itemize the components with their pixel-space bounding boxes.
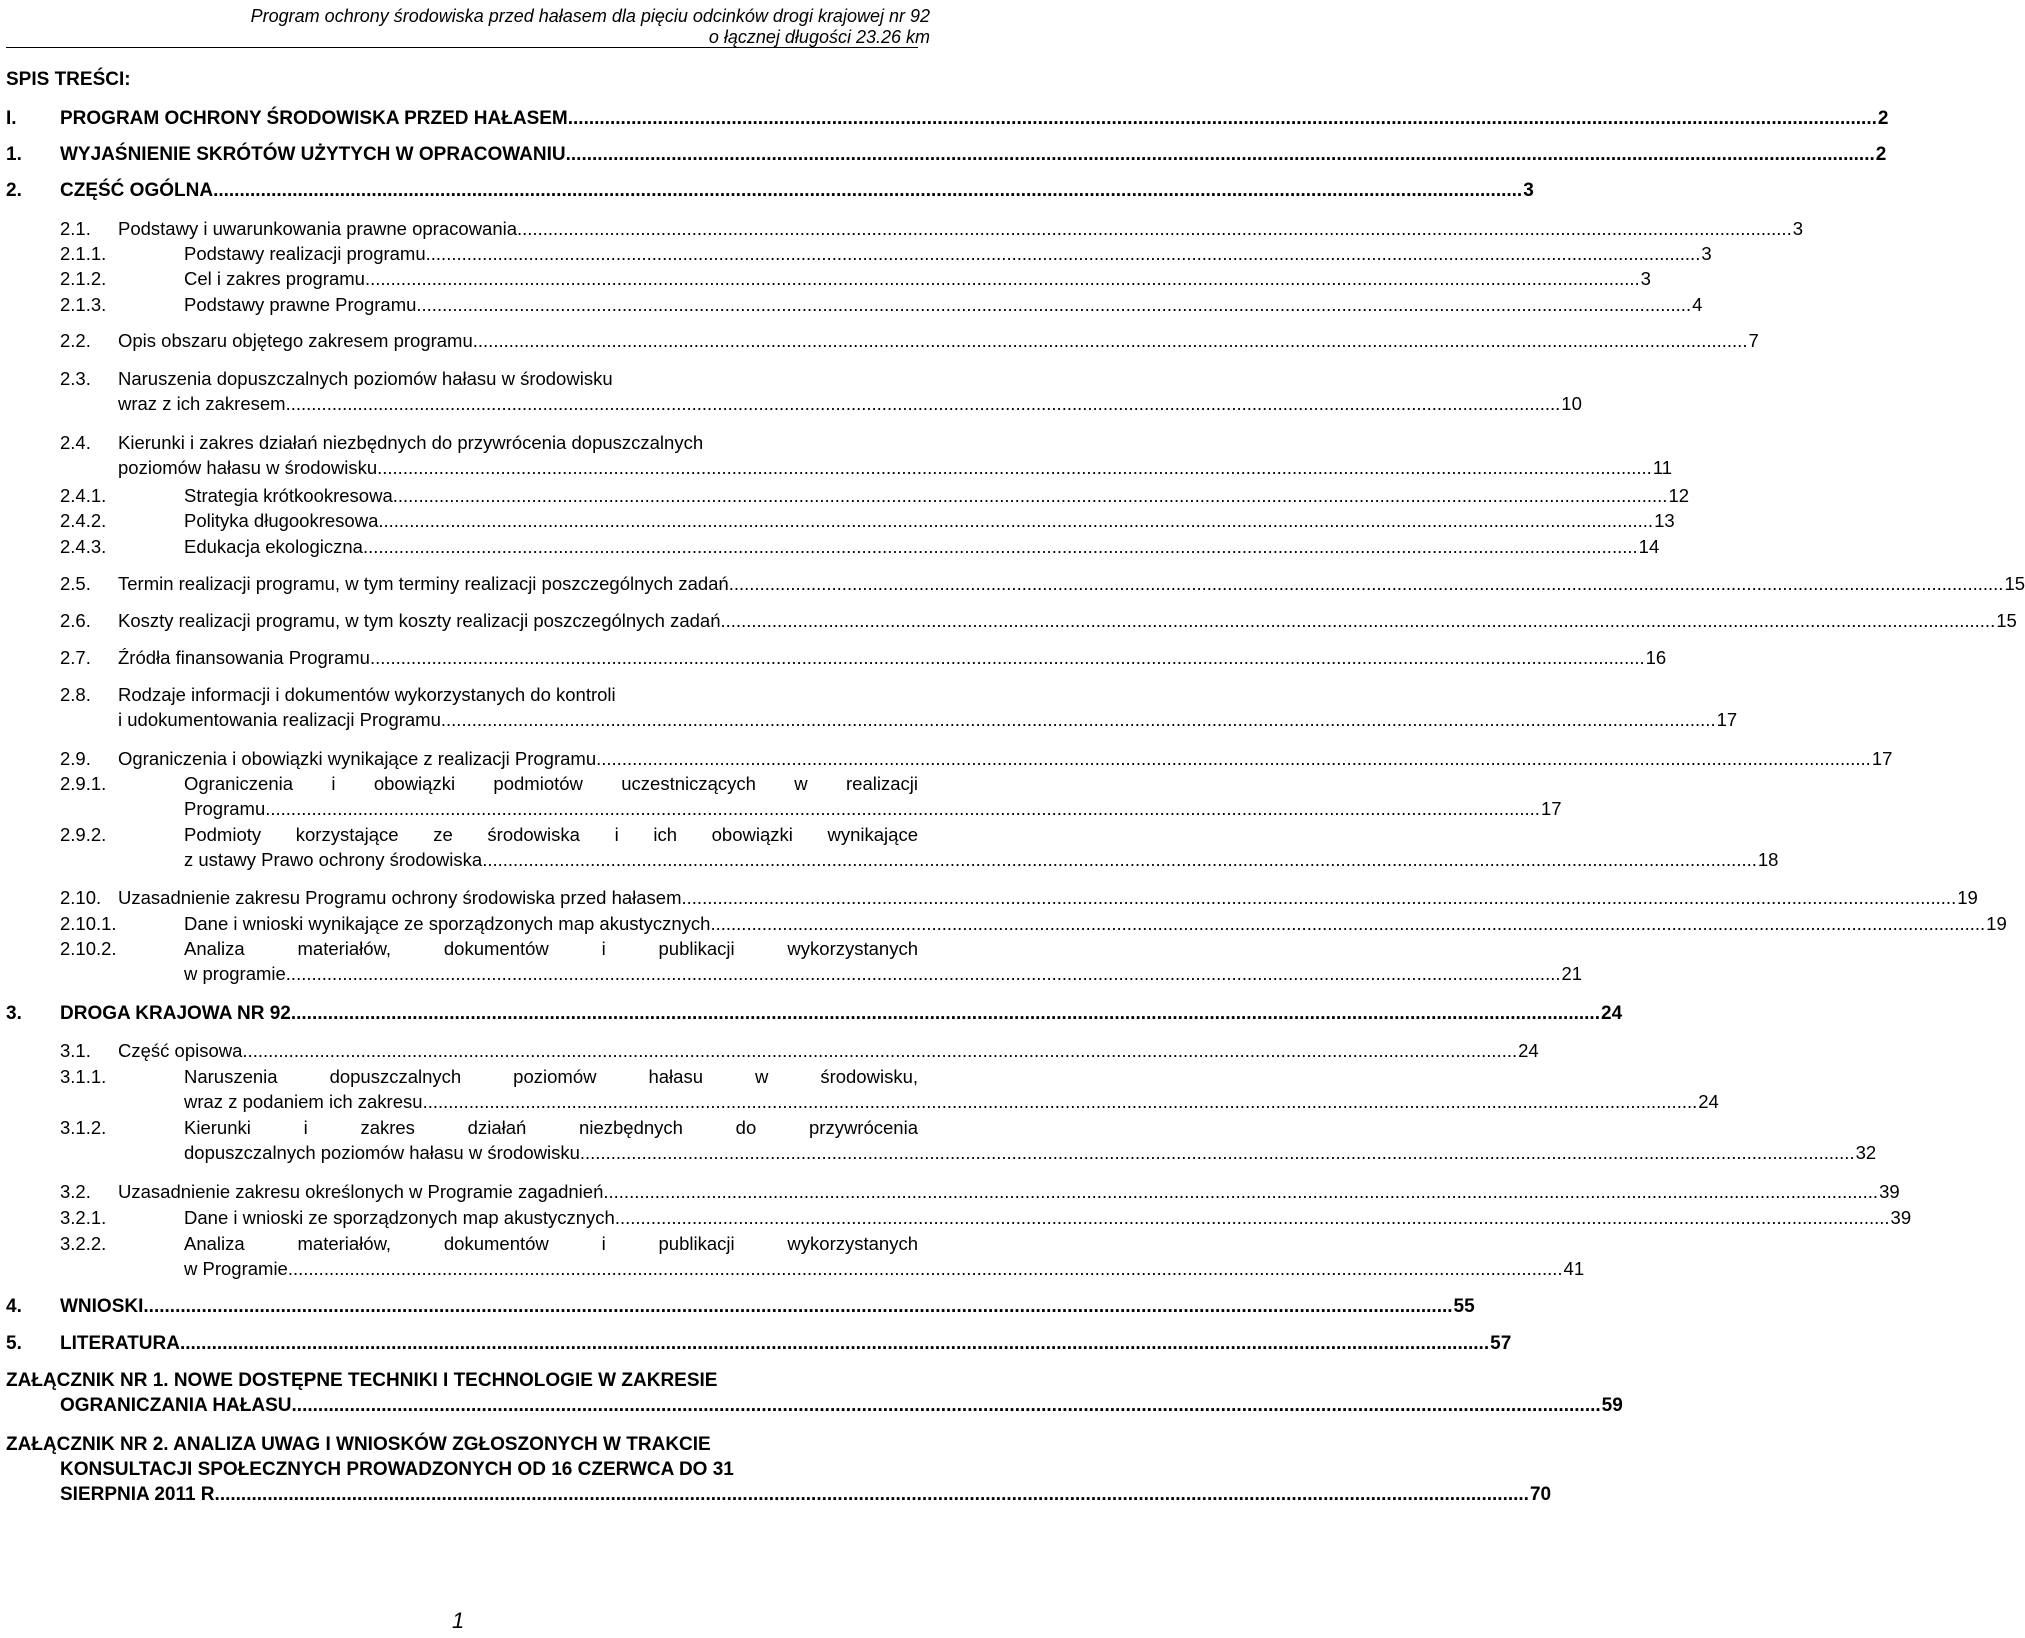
toc-entry-line[interactable] [118, 368, 918, 390]
toc-entry-page: 19 [1957, 887, 1978, 908]
toc-entry-fill [184, 485, 1690, 507]
toc-entry-label: Podmioty korzystające ze środowiska i ich obowiązki wynikające [184, 824, 918, 845]
toc-entry-page: 16 [1645, 647, 1667, 668]
toc-entry-page: 12 [1668, 485, 1690, 506]
toc-entry-line[interactable] [6, 1370, 918, 1392]
toc-leader-dots [517, 218, 1792, 240]
toc-entry-label: Opis obszaru objętego zakresem programu [118, 330, 473, 351]
toc-entry-number: 3. [6, 1003, 22, 1024]
toc-entry-label: w programie [184, 963, 286, 984]
toc-entry-label: dopuszczalnych poziomów hałasu w środowisku [184, 1142, 580, 1163]
toc-entry-line[interactable] [118, 330, 1759, 352]
toc-entry-fill [184, 1207, 1912, 1229]
toc-entry-page: 3 [1523, 180, 1534, 201]
toc-entry-label: Podstawy realizacji programu [184, 243, 426, 264]
toc-entry-fill [118, 748, 1893, 770]
toc-leader-dots [426, 243, 1701, 265]
toc-leader-dots [377, 457, 1652, 479]
toc-entry-page: 3 [1701, 243, 1712, 264]
toc-entry-label: KONSULTACJI SPOŁECZNYCH PROWADZONYCH OD 16 CZERWCA DO 31 [60, 1459, 734, 1480]
toc-entry-number: 2.10.2. [60, 938, 117, 959]
toc-entry-number: 2.1. [60, 218, 91, 239]
toc-entry-label: ZAŁĄCZNIK NR 2. ANALIZA UWAG I WNIOSKÓW ZGŁOSZONYCH W TRAKCIE [6, 1434, 711, 1455]
toc-leader-dots [365, 268, 1640, 290]
toc-entry-fill [184, 1091, 1719, 1113]
toc-entry-page: 18 [1757, 849, 1779, 870]
toc-entry-number: 3.2.2. [60, 1233, 107, 1254]
toc-entry-line[interactable] [184, 510, 1675, 532]
toc-entry-label: poziomów hałasu w środowisku [118, 457, 378, 478]
toc-leader-dots [580, 1142, 1855, 1164]
toc-entry-page: 21 [1561, 963, 1583, 984]
toc-entry-fill [60, 108, 1889, 130]
toc-entry-line[interactable] [118, 610, 2017, 632]
toc-leader-dots [286, 393, 1561, 415]
toc-leader-dots [180, 1333, 1489, 1355]
toc-entry-page: 4 [1692, 294, 1703, 315]
toc-entry-number: 2.7. [60, 647, 91, 668]
toc-entry-label: Naruszenia dopuszczalnych poziomów hałasu w środowisku [118, 368, 613, 389]
toc-entry-line[interactable] [184, 294, 1703, 316]
toc-entry-line[interactable] [184, 824, 918, 846]
toc-entry-number: 5. [6, 1333, 22, 1354]
toc-entry-label: Dane i wnioski ze sporządzonych map akustycznych [184, 1207, 615, 1228]
toc-entry-line[interactable] [184, 268, 1651, 290]
toc-entry-fill [184, 294, 1703, 316]
toc-entry-number: 2.1.2. [60, 268, 107, 289]
toc-entry-line[interactable] [184, 1066, 918, 1088]
toc-entry-fill [118, 709, 1738, 731]
toc-entry-fill [118, 647, 1667, 669]
toc-leader-dots [710, 913, 1985, 935]
toc-entry-fill [118, 330, 1759, 352]
toc-entry-fill [60, 1296, 1475, 1318]
toc-entry-line[interactable] [184, 913, 2007, 935]
toc-entry-page: 55 [1453, 1296, 1475, 1317]
toc-entry-label: OGRANICZANIA HAŁASU [60, 1395, 292, 1416]
toc-entry-label: Koszty realizacji programu, w tym koszty realizacji poszczególnych zadań [118, 610, 721, 631]
toc-leader-dots [265, 798, 1540, 820]
toc-leader-dots [682, 887, 1957, 909]
toc-entry-number: 2.2. [60, 330, 91, 351]
toc-entry-page: 24 [1601, 1003, 1623, 1024]
toc-entry-fill [184, 798, 1562, 820]
toc-entry-number: 2.4.2. [60, 510, 107, 531]
toc-leader-dots [603, 1181, 1878, 1203]
toc-entry-line[interactable] [184, 849, 1779, 871]
toc-entry-page: 59 [1601, 1395, 1623, 1416]
toc-entry-fill [184, 1258, 1585, 1280]
toc-entry-line[interactable] [118, 573, 2025, 595]
toc-entry-page: 17 [1716, 709, 1738, 730]
toc-entry-fill [184, 243, 1712, 265]
toc-entry-line[interactable] [60, 1459, 918, 1481]
toc-entry-line[interactable] [60, 180, 1534, 202]
toc-entry-label: Cel i zakres programu [184, 268, 365, 289]
toc-entry-label: Polityka długookresowa [184, 510, 379, 531]
toc-entry-label: DROGA KRAJOWA NR 92 [60, 1003, 291, 1024]
toc-title: SPIS TREŚCI: [6, 69, 131, 90]
toc-entry-label: Strategia krótkookresowa [184, 485, 393, 506]
toc-entry-fill [118, 1181, 1900, 1203]
toc-entry-number: 2.1.1. [60, 243, 107, 264]
toc-entry-number: 2.9.2. [60, 824, 107, 845]
toc-entry-line[interactable] [118, 432, 918, 454]
toc-entry-label: LITERATURA [60, 1333, 180, 1354]
toc-entry-page: 2 [1875, 144, 1887, 165]
toc-entry-label: Kierunki i zakres działań niezbędnych do przywrócenia dopuszczalnych [118, 432, 704, 453]
toc-leader-dots [473, 330, 1748, 352]
toc-leader-dots [291, 1003, 1600, 1025]
toc-entry-label: Podstawy i uwarunkowania prawne opracowania [118, 218, 518, 239]
toc-entry-label: Dane i wnioski wynikające ze sporządzonych map akustycznych [184, 913, 711, 934]
toc-entry-line[interactable] [118, 647, 1667, 669]
toc-entry-fill [118, 1040, 1539, 1062]
toc-leader-dots [286, 963, 1561, 985]
toc-entry-fill [118, 218, 1804, 240]
toc-entry-page: 14 [1638, 536, 1660, 557]
toc-entry-line[interactable] [118, 684, 918, 706]
toc-entry-number: 2.10.1. [60, 913, 117, 934]
toc-entry-label: i udokumentowania realizacji Programu [118, 709, 441, 730]
toc-entry-number: 2.10. [60, 887, 102, 908]
toc-entry-page: 2 [1877, 108, 1889, 129]
toc-entry-line[interactable] [60, 108, 1889, 130]
toc-entry-label: WNIOSKI [60, 1296, 144, 1317]
toc-entry-page: 70 [1529, 1484, 1552, 1505]
toc-entry-number: 2.8. [60, 684, 91, 705]
toc-entry-page: 15 [1996, 610, 2017, 631]
toc-leader-dots [378, 510, 1653, 532]
toc-entry-number: 2.4. [60, 432, 91, 453]
toc-entry-label: CZĘŚĆ OGÓLNA [60, 180, 214, 201]
toc-entry-number: 2.6. [60, 610, 91, 631]
toc-leader-dots [242, 1040, 1517, 1062]
toc-entry-label: z ustawy Prawo ochrony środowiska [184, 849, 483, 870]
toc-leader-dots [213, 180, 1522, 202]
toc-leader-dots [292, 1395, 1601, 1417]
toc-entry-page: 3 [1640, 268, 1651, 289]
toc-leader-dots [729, 573, 2004, 595]
toc-entry-label: Kierunki i zakres działań niezbędnych do przywrócenia [184, 1117, 918, 1138]
toc-entry-label: wraz z ich zakresem [118, 393, 286, 414]
toc-entry-page: 39 [1890, 1207, 1912, 1228]
toc-entry-line[interactable] [118, 1040, 1539, 1062]
toc-leader-dots [363, 536, 1638, 558]
toc-entry-number: 2.3. [60, 368, 91, 389]
toc-entry-label: Rodzaje informacji i dokumentów wykorzystanych do kontroli [118, 684, 616, 705]
toc-leader-dots [288, 1258, 1563, 1280]
toc-entry-page: 3 [1792, 218, 1804, 239]
toc-entry-line[interactable] [118, 1181, 1900, 1203]
toc-entry-label: Naruszenia dopuszczalnych poziomów hałasu w środowisku, [184, 1066, 918, 1087]
toc-leader-dots [423, 1091, 1698, 1113]
toc-entry-fill [60, 144, 1887, 166]
toc-entry-line[interactable] [118, 393, 1582, 415]
toc-entry-number: 3.2. [60, 1181, 91, 1202]
toc-entry-label: Podstawy prawne Programu [184, 294, 417, 315]
toc-entry-label: Ograniczenia i obowiązki wynikające z realizacji Programu [118, 748, 597, 769]
toc-entry-fill [184, 849, 1779, 871]
toc-entry-line[interactable] [60, 1484, 1552, 1506]
toc-entry-label: Edukacja ekologiczna [184, 536, 363, 557]
toc-entry-page: 39 [1879, 1181, 1900, 1202]
toc-leader-dots [370, 647, 1645, 669]
toc-leader-dots [566, 144, 1875, 166]
toc-entry-number: 3.2.1. [60, 1207, 107, 1228]
toc-entry-line[interactable] [184, 485, 1690, 507]
toc-entry-fill [184, 1142, 1877, 1164]
toc-entry-number: 3.1.1. [60, 1066, 107, 1087]
toc-entry-label: Część opisowa [118, 1040, 243, 1061]
toc-entry-label: Uzasadnienie zakresu określonych w Programie zagadnień [118, 1181, 604, 1202]
toc-entry-number: 1. [6, 144, 22, 165]
toc-entry-page: 32 [1855, 1142, 1877, 1163]
toc-entry-line[interactable] [118, 457, 1673, 479]
toc-leader-dots [441, 709, 1716, 731]
toc-entry-line[interactable] [60, 1395, 1623, 1417]
toc-entry-line[interactable] [118, 709, 1738, 731]
toc-entry-fill [118, 887, 1978, 909]
toc-entry-number: 2. [6, 180, 22, 201]
toc-entry-page: 57 [1490, 1333, 1512, 1354]
toc-entry-number: 3.1. [60, 1040, 91, 1061]
toc-leader-dots [721, 610, 1996, 632]
toc-entry-fill [184, 510, 1675, 532]
toc-entry-number: I. [6, 108, 17, 129]
toc-entry-label: Analiza materiałów, dokumentów i publikacji wykorzystanych [184, 1233, 918, 1254]
toc-entry-fill [184, 268, 1651, 290]
toc-entry-line[interactable] [60, 144, 1887, 166]
toc-entry-page: 10 [1561, 393, 1582, 414]
toc-entry-fill [60, 1484, 1552, 1506]
toc-entry-label: Analiza materiałów, dokumentów i publikacji wykorzystanych [184, 938, 918, 959]
toc-entry-line[interactable] [60, 1333, 1512, 1355]
toc-entry-number: 4. [6, 1296, 22, 1317]
toc-entry-label: WYJAŚNIENIE SKRÓTÓW UŻYTYCH W OPRACOWANIU [60, 144, 566, 165]
toc-entry-fill [184, 536, 1660, 558]
toc-entry-line[interactable] [118, 748, 1893, 770]
toc-entry-line[interactable] [60, 1003, 1623, 1025]
toc-entry-line[interactable] [184, 1233, 918, 1255]
toc-entry-line[interactable] [184, 1258, 1585, 1280]
toc-leader-dots [615, 1207, 1890, 1229]
toc-entry-page: 24 [1698, 1091, 1719, 1112]
toc-entry-fill [184, 913, 2007, 935]
toc-entry-fill [118, 457, 1673, 479]
toc-entry-page: 15 [2004, 573, 2025, 594]
toc-entry-number: 2.4.1. [60, 485, 107, 506]
toc-entry-label: Uzasadnienie zakresu Programu ochrony środowiska przed hałasem [118, 887, 682, 908]
toc-entry-label: w Programie [184, 1258, 288, 1279]
toc-entry-label: Termin realizacji programu, w tym terminy realizacji poszczególnych zadań [118, 573, 729, 594]
toc-leader-dots [482, 849, 1757, 871]
toc-entry-fill [60, 1003, 1623, 1025]
toc-entry-number: 2.4.3. [60, 536, 107, 557]
toc-entry-fill [184, 963, 1583, 985]
toc-entry-line[interactable] [184, 798, 1562, 820]
toc-entry-fill [60, 1333, 1512, 1355]
toc-entry-page: 7 [1748, 330, 1759, 351]
toc-entry-page: 17 [1871, 748, 1893, 769]
toc-entry-label: Źródła finansowania Programu [118, 647, 370, 668]
toc-entry-line[interactable] [184, 938, 918, 960]
header-line-1: Program ochrony środowiska przed hałasem dla pięciu odcinków drogi krajowej nr 92 [250, 6, 930, 26]
toc-leader-dots [568, 108, 1877, 130]
toc-entry-number: 2.9.1. [60, 773, 107, 794]
page-number: 1 [452, 1608, 465, 1633]
toc-leader-dots [220, 1484, 1529, 1506]
toc-entry-label: PROGRAM OCHRONY ŚRODOWISKA PRZED HAŁASEM [60, 108, 568, 129]
toc-entry-label: ZAŁĄCZNIK NR 1. NOWE DOSTĘPNE TECHNIKI I TECHNOLOGIE W ZAKRESIE [6, 1370, 718, 1391]
toc-entry-line[interactable] [60, 1296, 1475, 1318]
toc-entry-page: 13 [1654, 510, 1675, 531]
toc-entry-fill [118, 573, 2025, 595]
header-line-2: o łącznej długości 23.26 km [708, 27, 930, 47]
toc-entry-line[interactable] [184, 1207, 1912, 1229]
toc-leader-dots [393, 485, 1668, 507]
toc-leader-dots [596, 748, 1871, 770]
toc-entry-line[interactable] [6, 1434, 918, 1456]
toc-entry-line[interactable] [118, 887, 1978, 909]
toc-entry-fill [118, 393, 1582, 415]
toc-entry-label: wraz z podaniem ich zakresu [184, 1091, 423, 1112]
toc-entry-number: 2.9. [60, 748, 91, 769]
toc-entry-page: 17 [1540, 798, 1562, 819]
toc-leader-dots [416, 294, 1691, 316]
toc-entry-label: Ograniczenia i obowiązki podmiotów uczestniczących w realizacji [184, 773, 918, 794]
toc-entry-line[interactable] [184, 536, 1660, 558]
toc-entry-line[interactable] [184, 1091, 1719, 1113]
toc-entry-line[interactable] [184, 1117, 918, 1139]
toc-entry-line[interactable] [118, 218, 1804, 240]
toc-entry-number: 3.1.2. [60, 1117, 107, 1138]
toc-entry-label: Programu [184, 798, 266, 819]
toc-entry-fill [118, 610, 2017, 632]
toc-entry-number: 2.1.3. [60, 294, 107, 315]
toc-entry-number: 2.5. [60, 573, 91, 594]
toc-entry-page: 11 [1652, 457, 1673, 478]
toc-entry-page: 19 [1986, 913, 2007, 934]
toc-leader-dots [143, 1296, 1452, 1318]
toc-entry-line[interactable] [184, 243, 1712, 265]
toc-entry-fill [60, 1395, 1623, 1417]
toc-entry-line[interactable] [184, 1142, 1877, 1164]
toc-entry-page: 41 [1563, 1258, 1585, 1279]
toc-entry-fill [60, 180, 1534, 202]
toc-entry-label: SIERPNIA 2011 R. [60, 1484, 220, 1505]
toc-entry-page: 24 [1518, 1040, 1539, 1061]
toc-entry-line[interactable] [184, 773, 918, 795]
toc-entry-line[interactable] [184, 963, 1583, 985]
